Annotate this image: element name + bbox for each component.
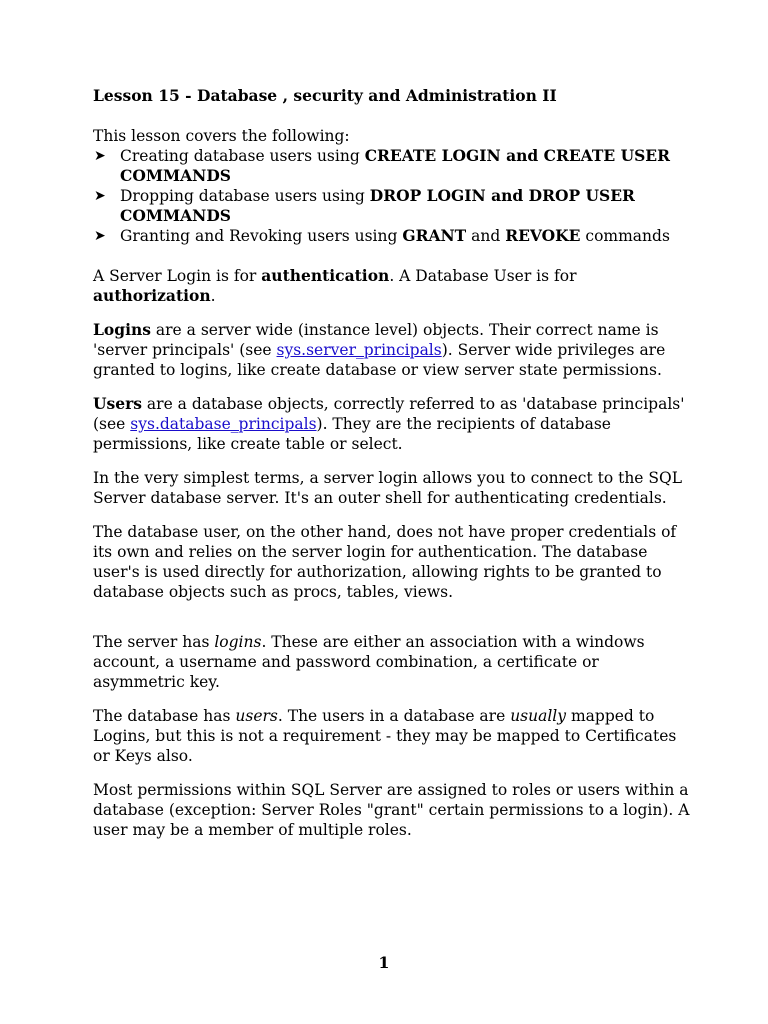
topic-list (93, 146, 693, 246)
bullet-bold-text: REVOKE (505, 226, 581, 245)
bullet-text: Creating database users using (120, 147, 365, 165)
document-body (93, 86, 693, 854)
text-span: ). Server wide privileges are granted to logins, like create database or view server state permissions. (93, 341, 666, 379)
bold-term: Logins (93, 320, 151, 339)
auth-paragraph (93, 266, 693, 306)
server-principals-link[interactable]: sys.server_principals (276, 341, 442, 359)
database-principals-link[interactable]: sys.database_principals (130, 415, 317, 433)
text-span: A Server Login is for (93, 267, 262, 285)
text-span: . These are either an association with a windows account, a username and password combination, a certificate or asymmetric key. (93, 633, 645, 691)
text-span: . The users in a database are (277, 707, 511, 725)
simplest-paragraph: In the very simplest terms, a server login allows you to connect to the SQL Server database server. It's an outer shell for authenticating credentials. (93, 469, 683, 507)
intro-text: This lesson covers the following: (93, 127, 350, 145)
text-span: The database has (93, 707, 236, 725)
page-number: 1 (378, 953, 390, 972)
arrow-bullet-icon: ➤ (94, 228, 106, 244)
bullet-bold-text: DROP LOGIN and DROP USER COMMANDS (120, 186, 635, 225)
users-paragraph (93, 394, 693, 454)
bullet-text: Dropping database users using (120, 187, 370, 205)
text-span: mapped to Logins, but this is not a requirement - they may be mapped to Certificates or Keys also. (93, 707, 677, 765)
database-user-paragraph: The database user, on the other hand, does not have proper credentials of its own and relies on the server login for authentication. The database user's is used directly for authorization, allowing rights to be granted to database objects such as procs, tables, views. (93, 523, 677, 601)
bold-term: authorization (93, 286, 211, 305)
lesson-title: Lesson 15 - Database , security and Administration II (93, 86, 557, 105)
arrow-bullet-icon: ➤ (94, 148, 106, 164)
list-item (93, 226, 693, 246)
bold-term: Users (93, 394, 142, 413)
text-span: are a database objects, correctly referred to as 'database principals' (see (93, 395, 685, 433)
text-span: The server has (93, 633, 215, 651)
bullet-bold-text: CREATE LOGIN and CREATE USER COMMANDS (120, 146, 671, 185)
italic-term: users (235, 707, 278, 725)
text-span: . A Database User is for (389, 267, 577, 285)
permissions-paragraph: Most permissions within SQL Server are assigned to roles or users within a database (exception: Server Roles "grant" certain permissions to a login). A user may be a member of multiple roles. (93, 781, 690, 839)
list-item (93, 186, 693, 226)
italic-term: usually (510, 707, 567, 725)
logins-paragraph (93, 320, 693, 380)
arrow-bullet-icon: ➤ (94, 188, 106, 204)
bullet-text: and (466, 227, 506, 245)
italic-term: logins (214, 633, 262, 651)
server-has-paragraph (93, 632, 693, 692)
text-span: are a server wide (instance level) objects. Their correct name is 'server principals' (see (93, 321, 659, 359)
bullet-text: commands (580, 227, 670, 245)
bold-term: authentication (261, 266, 390, 285)
text-span: ). They are the recipients of database permissions, like create table or select. (93, 415, 611, 453)
list-item (93, 146, 693, 186)
bullet-text: Granting and Revoking users using (120, 227, 403, 245)
bullet-bold-text: GRANT (402, 226, 467, 245)
text-span: . (210, 287, 216, 305)
database-has-paragraph (93, 706, 693, 766)
